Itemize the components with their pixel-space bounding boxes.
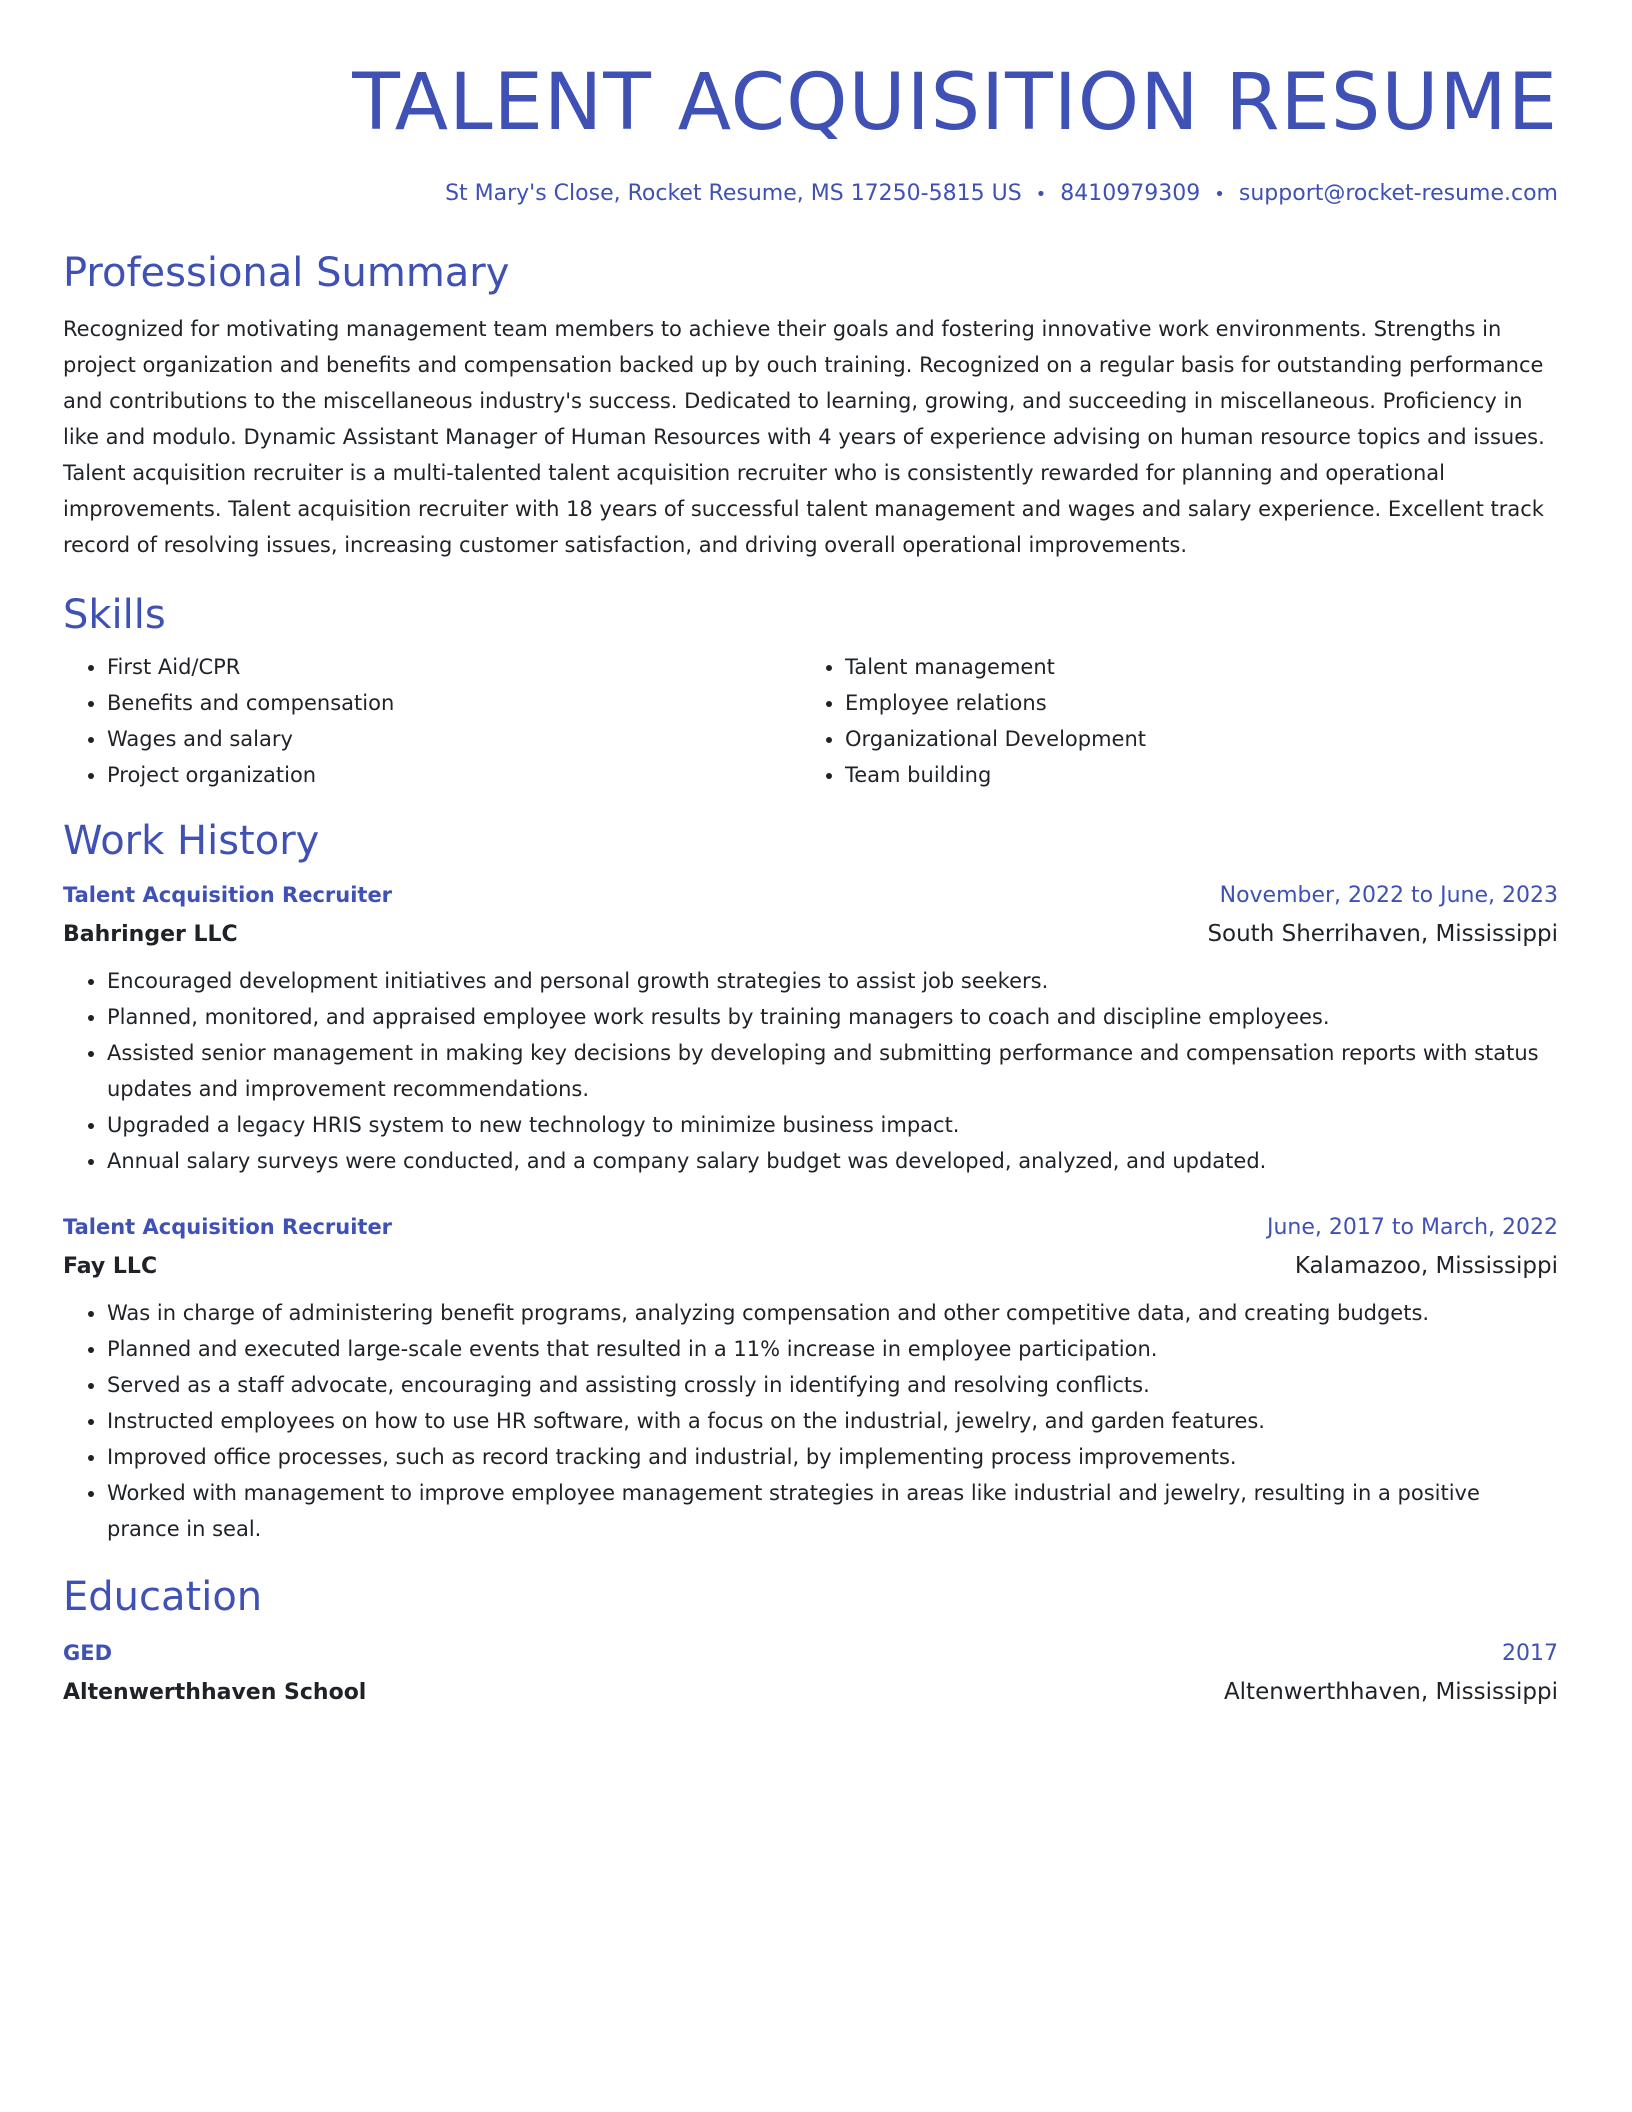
job-company-row [63, 914, 1558, 955]
skill-item: • Project organization [107, 757, 801, 793]
education-school-row [63, 1672, 1558, 1713]
job-company: Bahringer LLC [63, 922, 238, 947]
contact-address: St Mary's Close, Rocket Resume, MS 17250-5815 US [445, 181, 1022, 206]
skills-column-right [801, 649, 1539, 793]
education-location: Altenwerthhaven, Mississippi [1223, 1679, 1558, 1705]
contact-separator: • [1035, 184, 1047, 205]
job-bullet: • Improved office processes, such as record tracking and industrial, by implementing process improvements. [107, 1439, 1558, 1475]
job-company-row [63, 1246, 1558, 1287]
job-bullet: • Was in charge of administering benefit programs, analyzing compensation and other competitive data, and creating budgets. [107, 1295, 1558, 1331]
job-company: Fay LLC [63, 1254, 158, 1279]
resume-title: TALENT ACQUISITION RESUME [352, 58, 1558, 148]
education-year: 2017 [1502, 1641, 1558, 1666]
job-bullet: • Assisted senior management in making key decisions by developing and submitting performance and compensation reports with status updates and improvement recommendations. [107, 1035, 1558, 1107]
job-bullets [63, 1295, 1558, 1547]
education-degree: GED [63, 1641, 113, 1665]
contact-phone: 8410979309 [1060, 181, 1201, 206]
job-entry [63, 877, 1558, 1179]
job-location: South Sherrihaven, Mississippi [1207, 921, 1558, 947]
skill-item: • Benefits and compensation [107, 685, 801, 721]
summary-heading: Professional Summary [63, 250, 510, 296]
job-bullet: • Planned, monitored, and appraised employee work results by training managers to coach and discipline employees. [107, 999, 1558, 1035]
skill-item: • Talent management [845, 649, 1539, 685]
skills-list [63, 649, 1558, 793]
skill-item: • Employee relations [845, 685, 1539, 721]
job-title: Talent Acquisition Recruiter [63, 1215, 393, 1239]
job-entry [63, 1209, 1558, 1547]
job-bullet: • Served as a staff advocate, encouraging and assisting crossly in identifying and resolving conflicts. [107, 1367, 1558, 1403]
job-dates: June, 2017 to March, 2022 [1267, 1215, 1558, 1240]
work-history-heading: Work History [63, 818, 320, 864]
job-bullet: • Annual salary surveys were conducted, and a company salary budget was developed, analyzed, and updated. [107, 1143, 1558, 1179]
job-bullet: • Worked with management to improve employee management strategies in areas like industrial and jewelry, resulting in a positive prance in seal. [107, 1475, 1558, 1547]
education-school: Altenwerthhaven School [63, 1680, 367, 1705]
job-bullet: • Upgraded a legacy HRIS system to new technology to minimize business impact. [107, 1107, 1558, 1143]
contact-email: support@rocket-resume.com [1238, 181, 1558, 206]
skill-item: • Wages and salary [107, 721, 801, 757]
education-heading: Education [63, 1574, 263, 1620]
job-title-row [63, 877, 1558, 914]
skill-item: • Organizational Development [845, 721, 1539, 757]
contact-separator: • [1214, 184, 1225, 205]
education-degree-row [63, 1635, 1558, 1672]
job-location: Kalamazoo, Mississippi [1294, 1253, 1558, 1279]
summary-text: Recognized for motivating management team members to achieve their goals and fostering innovative work environments. Strengths in project organization and benefits and compensation backed up by ouch training. Recognized on a regular basis for outstanding performance and contributions to the miscellaneous industry's success. Dedicated to learning, growing, and succeeding in miscellaneous. Proficiency in like and modulo. Dynamic Assistant Manager of Human Resources with 4 years of experience advising on human resource topics and issues. Talent acquisition recruiter is a multi-talented talent acquisition recruiter who is consistently rewarded for planning and operational improvements. Talent acquisition recruiter with 18 years of successful talent management and wages and salary experience. Excellent track record of resolving issues, increasing customer satisfaction, and driving overall operational improvements. [63, 317, 1545, 557]
education-entry [63, 1635, 1558, 1713]
skill-item: • Team building [845, 757, 1539, 793]
job-dates: November, 2022 to June, 2023 [1219, 883, 1558, 908]
job-title-row [63, 1209, 1558, 1246]
job-bullet: • Encouraged development initiatives and personal growth strategies to assist job seekers. [107, 963, 1558, 999]
job-bullet: • Planned and executed large-scale events that resulted in a 11% increase in employee participation. [107, 1331, 1558, 1367]
resume-page [63, 48, 1558, 1713]
job-bullet: • Instructed employees on how to use HR software, with a focus on the industrial, jewelry, and garden features. [107, 1403, 1558, 1439]
job-bullets [63, 963, 1558, 1179]
skills-heading: Skills [63, 592, 166, 638]
contact-line [63, 178, 1558, 211]
skill-item: • First Aid/CPR [107, 649, 801, 685]
job-title: Talent Acquisition Recruiter [63, 883, 393, 907]
skills-column-left [63, 649, 801, 793]
